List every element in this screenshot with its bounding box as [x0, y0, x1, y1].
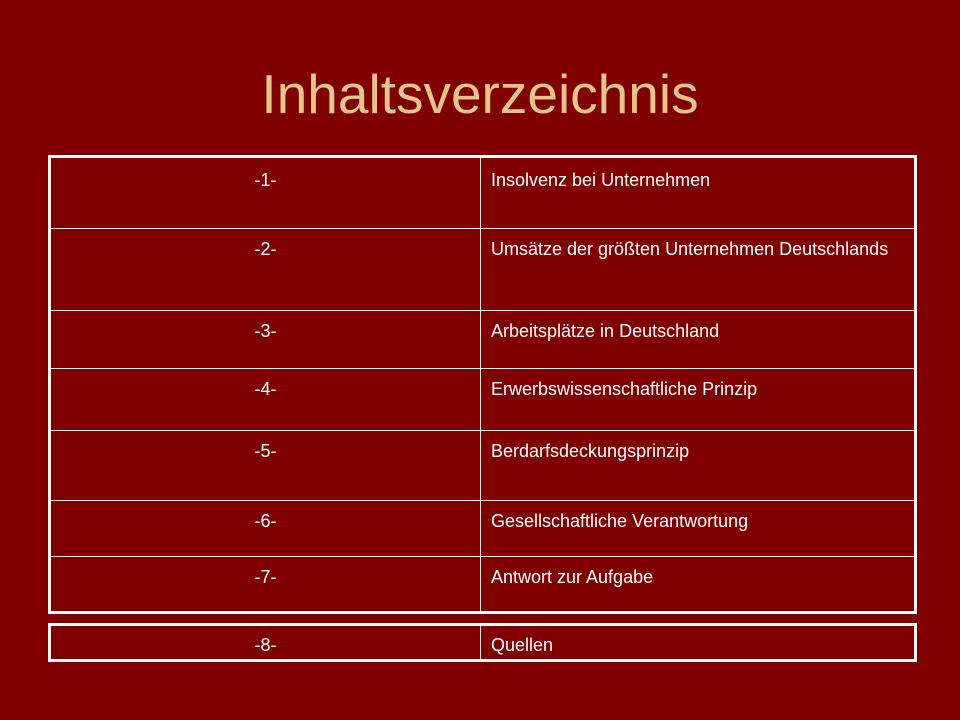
- row-number: -1-: [50, 157, 481, 229]
- row-topic: Gesellschaftliche Verantwortung: [481, 501, 916, 557]
- table-row: [50, 431, 916, 501]
- row-topic: Berdarfsdeckungsprinzip: [481, 431, 916, 501]
- row-topic: Insolvenz bei Unternehmen: [481, 157, 916, 229]
- table-row: [50, 311, 916, 369]
- slide-title: Inhaltsverzeichnis: [261, 63, 699, 125]
- table-row: [50, 157, 916, 229]
- table-row: [50, 229, 916, 311]
- row-number: -8-: [50, 625, 481, 661]
- row-number: -2-: [50, 229, 481, 311]
- row-topic: Umsätze der größten Unternehmen Deutschlands: [481, 229, 916, 311]
- toc-table: [48, 155, 917, 614]
- row-topic: Quellen: [481, 625, 916, 661]
- row-number: -3-: [50, 311, 481, 369]
- row-number: -4-: [50, 369, 481, 431]
- row-topic: Antwort zur Aufgabe: [481, 557, 916, 613]
- row-topic: Arbeitsplätze in Deutschland: [481, 311, 916, 369]
- row-number: -7-: [50, 557, 481, 613]
- table-row: [50, 625, 916, 661]
- row-topic: Erwerbswissenschaftliche Prinzip: [481, 369, 916, 431]
- sources-table: [48, 623, 917, 662]
- table-row: [50, 369, 916, 431]
- table-row: [50, 501, 916, 557]
- table-row: [50, 557, 916, 613]
- row-number: -5-: [50, 431, 481, 501]
- row-number: -6-: [50, 501, 481, 557]
